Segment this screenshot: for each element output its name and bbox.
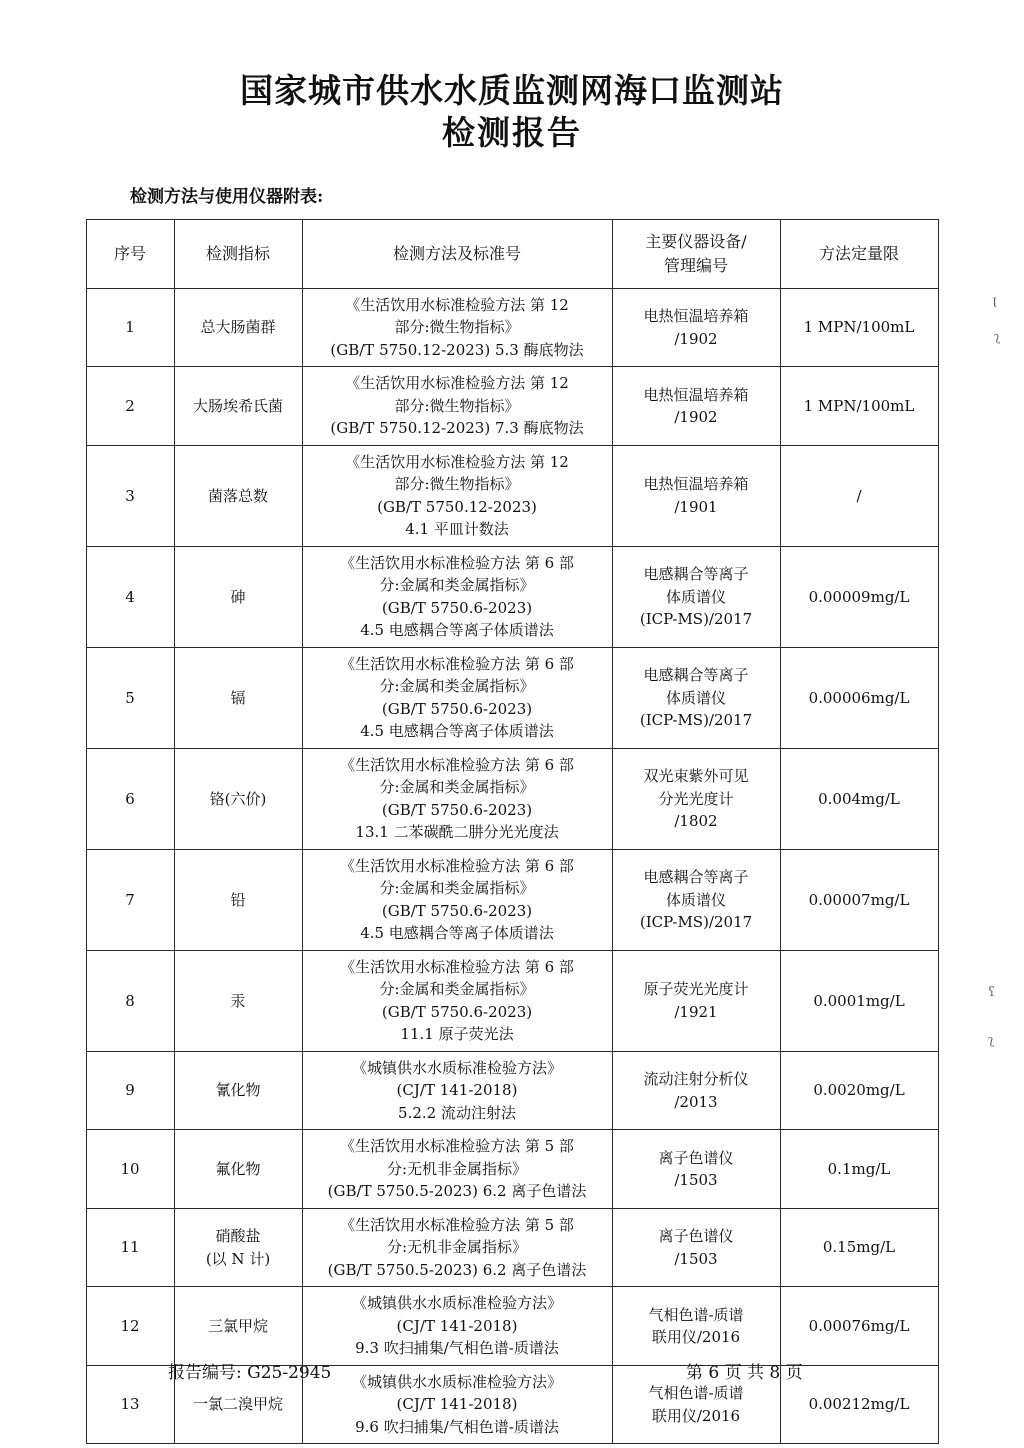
cell-item: 镉 — [174, 647, 302, 748]
cell-item: 总大肠菌群 — [174, 288, 302, 367]
cell-instrument — [612, 546, 780, 647]
cell-method-line: 《生活饮用水标准检验方法 第 6 部 — [340, 755, 574, 774]
cell-limit: 0.004mg/L — [780, 748, 938, 849]
cell-instrument-line: 分光光度计 — [658, 789, 734, 808]
cell-instrument — [612, 1051, 780, 1130]
cell-limit: 0.00212mg/L — [780, 1365, 938, 1444]
column-header-index: 序号 — [86, 219, 174, 288]
cell-method — [302, 1051, 612, 1130]
table-row — [86, 1208, 938, 1287]
cell-method-line: 分:金属和类金属指标》 — [379, 677, 535, 696]
cell-index: 2 — [86, 367, 174, 446]
margin-mark: Ɩ — [992, 296, 998, 311]
margin-mark: ʕ — [988, 985, 995, 1000]
page-title: 国家城市供水水质监测网海口监测站 — [240, 71, 784, 110]
cell-instrument-line: 气相色谱-质谱 — [648, 1384, 744, 1403]
cell-instrument-line: 气相色谱-质谱 — [648, 1305, 744, 1324]
cell-item: 一氯二溴甲烷 — [174, 1365, 302, 1444]
cell-method — [302, 1130, 612, 1209]
report-number-label: 报告编号: — [168, 1363, 242, 1383]
page-footer — [0, 1358, 1024, 1382]
cell-method-line: 分:无机非金属指标》 — [386, 1159, 528, 1178]
cell-item: 汞 — [174, 950, 302, 1051]
cell-method-line: 分:金属和类金属指标》 — [379, 879, 535, 898]
cell-instrument-line: 离子色谱仪 — [658, 1227, 734, 1246]
margin-mark: ʅ — [994, 330, 1001, 345]
cell-method-line: 4.5 电感耦合等离子体质谱法 — [360, 722, 554, 741]
cell-instrument — [612, 445, 780, 546]
cell-instrument-line: (ICP-MS)/2017 — [639, 711, 753, 730]
cell-method-line: (GB/T 5750.5-2023) 6.2 离子色谱法 — [327, 1182, 587, 1201]
column-header-limit: 方法定量限 — [780, 219, 938, 288]
cell-method-line: 《生活饮用水标准检验方法 第 12 — [345, 452, 569, 471]
cell-instrument — [612, 1130, 780, 1209]
column-header-method: 检测方法及标准号 — [302, 219, 612, 288]
cell-instrument — [612, 1208, 780, 1287]
column-header-instrument-line2: 管理编号 — [663, 255, 728, 275]
cell-method-line: (GB/T 5750.12-2023) 7.3 酶底物法 — [330, 419, 584, 438]
cell-instrument — [612, 950, 780, 1051]
cell-item-line: (以 N 计) — [205, 1249, 271, 1268]
cell-index: 8 — [86, 950, 174, 1051]
cell-method — [302, 445, 612, 546]
cell-instrument-line: 联用仪/2016 — [651, 1406, 741, 1425]
column-header-instrument — [612, 219, 780, 288]
cell-instrument-line: 流动注射分析仪 — [643, 1070, 749, 1089]
cell-method-line: 4.5 电感耦合等离子体质谱法 — [360, 621, 554, 640]
cell-instrument — [612, 367, 780, 446]
cell-method-line: 《生活饮用水标准检验方法 第 6 部 — [340, 856, 574, 875]
cell-method — [302, 748, 612, 849]
cell-method-line: (GB/T 5750.6-2023) — [381, 598, 533, 617]
cell-instrument — [612, 647, 780, 748]
cell-index: 6 — [86, 748, 174, 849]
cell-method-line: (CJ/T 141-2018) — [396, 1395, 518, 1414]
cell-index: 3 — [86, 445, 174, 546]
cell-method-line: 《生活饮用水标准检验方法 第 5 部 — [340, 1137, 574, 1156]
cell-method-line: 11.1 原子荧光法 — [400, 1025, 514, 1044]
cell-limit: 0.00076mg/L — [780, 1287, 938, 1366]
cell-instrument-line: /1902 — [674, 329, 718, 348]
table-header-row — [86, 219, 938, 288]
cell-instrument-line: /1802 — [674, 812, 718, 831]
cell-limit: 0.00007mg/L — [780, 849, 938, 950]
cell-method — [302, 1208, 612, 1287]
cell-method — [302, 849, 612, 950]
cell-instrument-line: 体质谱仪 — [665, 890, 726, 909]
table-row — [86, 748, 938, 849]
table-row — [86, 647, 938, 748]
cell-method-line: (GB/T 5750.6-2023) — [381, 1002, 533, 1021]
report-number-value: G25-2945 — [247, 1363, 332, 1383]
page-number: 第 6 页 共 8 页 — [686, 1363, 803, 1383]
cell-index: 4 — [86, 546, 174, 647]
document-title-block — [0, 70, 1024, 156]
cell-instrument — [612, 288, 780, 367]
cell-instrument-line: 联用仪/2016 — [651, 1328, 741, 1347]
cell-method-line: 《生活饮用水标准检验方法 第 6 部 — [340, 957, 574, 976]
cell-limit: 0.1mg/L — [780, 1130, 938, 1209]
cell-method-line: (CJ/T 141-2018) — [396, 1316, 518, 1335]
table-row — [86, 1130, 938, 1209]
cell-instrument-line: (ICP-MS)/2017 — [639, 913, 753, 932]
cell-method-line: 《生活饮用水标准检验方法 第 6 部 — [340, 654, 574, 673]
cell-method — [302, 367, 612, 446]
cell-index: 9 — [86, 1051, 174, 1130]
cell-method-line: 《城镇供水水质标准检验方法》 — [351, 1372, 562, 1391]
cell-index: 11 — [86, 1208, 174, 1287]
cell-limit: 0.00009mg/L — [780, 546, 938, 647]
table-row — [86, 546, 938, 647]
cell-instrument-line: (ICP-MS)/2017 — [639, 610, 753, 629]
cell-limit: 1 MPN/100mL — [780, 367, 938, 446]
cell-index: 13 — [86, 1365, 174, 1444]
cell-limit: 0.00006mg/L — [780, 647, 938, 748]
cell-instrument-line: /1901 — [674, 497, 718, 516]
cell-instrument-line: 离子色谱仪 — [658, 1148, 734, 1167]
cell-item: 氟化物 — [174, 1130, 302, 1209]
cell-method-line: 《城镇供水水质标准检验方法》 — [351, 1058, 562, 1077]
cell-index: 10 — [86, 1130, 174, 1209]
cell-method-line: 《生活饮用水标准检验方法 第 12 — [345, 374, 569, 393]
cell-item — [174, 1208, 302, 1287]
methods-table — [86, 219, 939, 1445]
cell-method — [302, 546, 612, 647]
cell-method-line: (GB/T 5750.5-2023) 6.2 离子色谱法 — [327, 1260, 587, 1279]
cell-method-line: 《生活饮用水标准检验方法 第 6 部 — [340, 553, 574, 572]
cell-method-line: 《生活饮用水标准检验方法 第 5 部 — [340, 1215, 574, 1234]
table-row — [86, 950, 938, 1051]
cell-instrument-line: /1902 — [674, 408, 718, 427]
cell-item: 砷 — [174, 546, 302, 647]
cell-instrument-line: /1503 — [674, 1249, 718, 1268]
cell-instrument — [612, 748, 780, 849]
cell-method-line: 4.1 平皿计数法 — [405, 520, 509, 539]
cell-method-line: (GB/T 5750.6-2023) — [381, 901, 533, 920]
table-row — [86, 849, 938, 950]
cell-instrument-line: 电热恒温培养箱 — [643, 385, 749, 404]
cell-instrument — [612, 1287, 780, 1366]
cell-index: 7 — [86, 849, 174, 950]
cell-instrument-line: 电感耦合等离子 — [643, 868, 749, 887]
cell-instrument-line: /2013 — [674, 1092, 718, 1111]
table-row — [86, 445, 938, 546]
cell-method-line: 5.2.2 流动注射法 — [398, 1103, 516, 1122]
cell-item: 三氯甲烷 — [174, 1287, 302, 1366]
cell-method-line: 分:无机非金属指标》 — [386, 1238, 528, 1257]
table-row — [86, 367, 938, 446]
cell-method-line: 部分:微生物指标》 — [394, 475, 520, 494]
cell-limit: 0.0020mg/L — [780, 1051, 938, 1130]
cell-method-line: 部分:微生物指标》 — [394, 318, 520, 337]
cell-index: 12 — [86, 1287, 174, 1366]
cell-instrument-line: /1503 — [674, 1171, 718, 1190]
cell-method-line: 9.3 吹扫捕集/气相色谱-质谱法 — [355, 1339, 559, 1358]
cell-method-line: 《城镇供水水质标准检验方法》 — [351, 1294, 562, 1313]
report-number — [168, 1358, 331, 1383]
cell-item: 大肠埃希氏菌 — [174, 367, 302, 446]
cell-limit: 1 MPN/100mL — [780, 288, 938, 367]
cell-limit: 0.0001mg/L — [780, 950, 938, 1051]
cell-instrument-line: 电感耦合等离子 — [643, 565, 749, 584]
cell-instrument-line: /1921 — [674, 1002, 718, 1021]
cell-limit: / — [780, 445, 938, 546]
cell-method-line: (GB/T 5750.6-2023) — [381, 699, 533, 718]
cell-method — [302, 950, 612, 1051]
cell-index: 5 — [86, 647, 174, 748]
cell-instrument-line: 体质谱仪 — [665, 688, 726, 707]
cell-method-line: 4.5 电感耦合等离子体质谱法 — [360, 924, 554, 943]
cell-method-line: 分:金属和类金属指标》 — [379, 980, 535, 999]
cell-method-line: (CJ/T 141-2018) — [396, 1081, 518, 1100]
cell-method — [302, 647, 612, 748]
cell-method-line: 13.1 二苯碳酰二肼分光光度法 — [355, 823, 559, 842]
margin-mark: ʅ — [988, 1033, 995, 1048]
column-header-item: 检测指标 — [174, 219, 302, 288]
cell-item: 菌落总数 — [174, 445, 302, 546]
cell-method-line: 部分:微生物指标》 — [394, 396, 520, 415]
cell-instrument-line: 电热恒温培养箱 — [643, 475, 749, 494]
cell-instrument-line: 原子荧光光度计 — [643, 980, 749, 999]
cell-method-line: (GB/T 5750.6-2023) — [381, 800, 533, 819]
cell-method-line: (GB/T 5750.12-2023) — [377, 497, 537, 516]
cell-method — [302, 288, 612, 367]
cell-instrument-line: 电感耦合等离子 — [643, 666, 749, 685]
section-heading: 检测方法与使用仪器附表: — [130, 186, 324, 207]
cell-item: 氰化物 — [174, 1051, 302, 1130]
table-row — [86, 288, 938, 367]
cell-method-line: 分:金属和类金属指标》 — [379, 778, 535, 797]
cell-method — [302, 1287, 612, 1366]
cell-method-line: 《生活饮用水标准检验方法 第 12 — [345, 295, 569, 314]
cell-limit: 0.15mg/L — [780, 1208, 938, 1287]
cell-instrument-line: 电热恒温培养箱 — [643, 307, 749, 326]
cell-item-line: 硝酸盐 — [215, 1227, 261, 1246]
cell-instrument-line: 双光束紫外可见 — [643, 767, 749, 786]
cell-instrument — [612, 849, 780, 950]
column-header-instrument-line1: 主要仪器设备/ — [645, 231, 747, 251]
page-subtitle-report: 检测报告 — [442, 113, 582, 153]
table-row — [86, 1051, 938, 1130]
cell-item: 铬(六价) — [174, 748, 302, 849]
cell-method-line: (GB/T 5750.12-2023) 5.3 酶底物法 — [330, 340, 584, 359]
cell-method-line: 9.6 吹扫捕集/气相色谱-质谱法 — [355, 1417, 559, 1436]
table-row — [86, 1287, 938, 1366]
methods-table-body — [86, 288, 938, 1444]
cell-instrument-line: 体质谱仪 — [665, 587, 726, 606]
cell-method-line: 分:金属和类金属指标》 — [379, 576, 535, 595]
cell-index: 1 — [86, 288, 174, 367]
cell-item: 铅 — [174, 849, 302, 950]
